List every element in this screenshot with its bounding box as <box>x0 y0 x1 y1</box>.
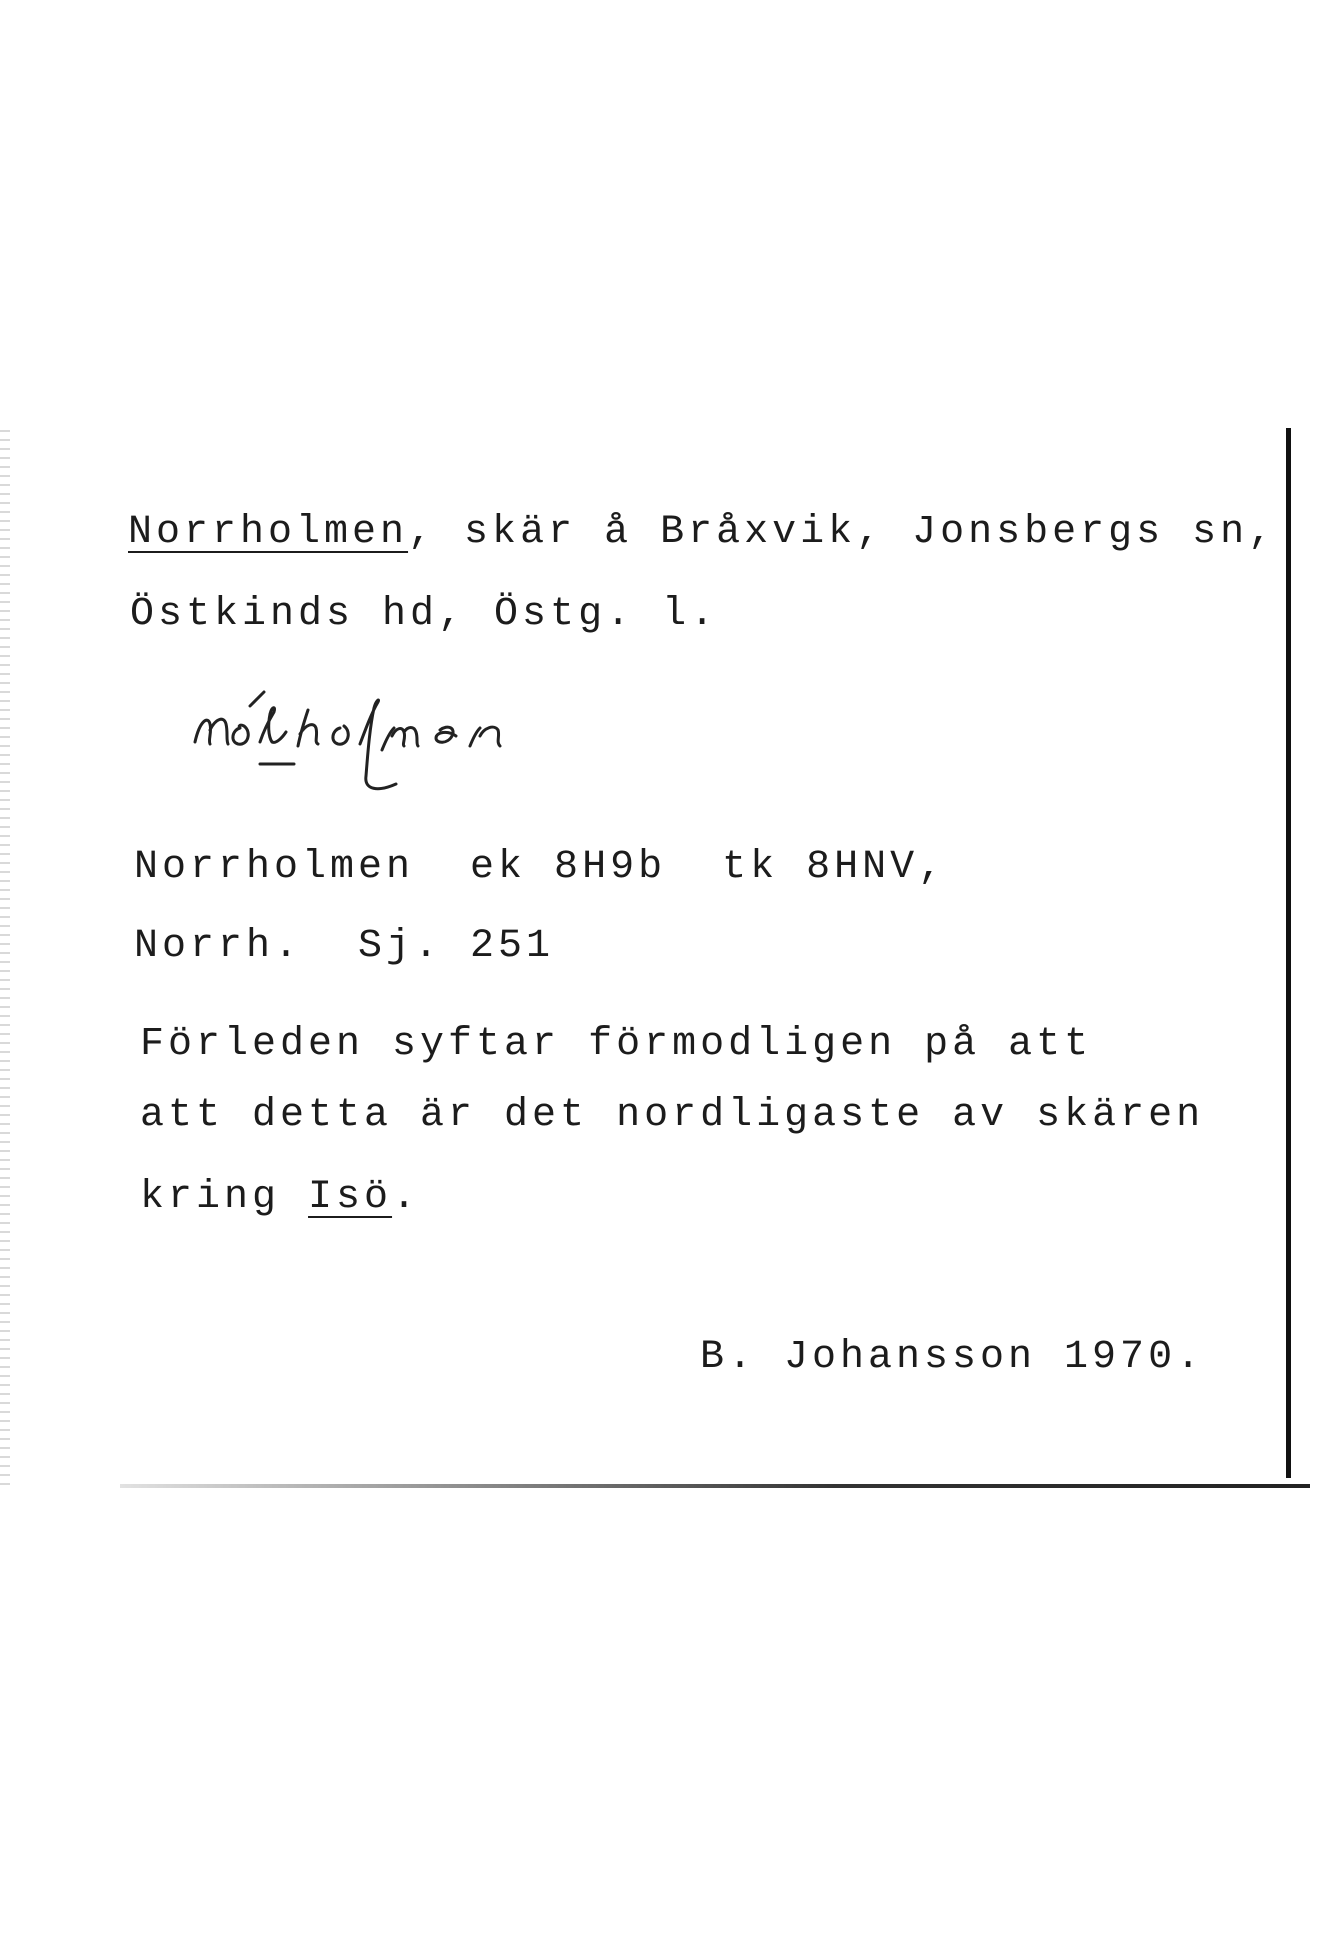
note-line-3-prefix: kring <box>140 1175 309 1220</box>
reference-line-2: Norrh. Sj. 251 <box>134 924 555 969</box>
place-reference: Isö <box>308 1175 393 1220</box>
heading-rest: , skär å Bråxvik, Jonsbergs sn, <box>408 510 1277 555</box>
handwritten-pronunciation <box>190 680 610 820</box>
signature: B. Johansson 1970. <box>700 1335 1205 1380</box>
reference-line-1: Norrholmen ek 8H9b tk 8HNV, <box>134 845 947 890</box>
note-line-3 <box>140 1175 420 1220</box>
card-right-edge <box>1286 428 1291 1478</box>
note-line-2: att detta är det nordligaste av skären <box>140 1093 1205 1138</box>
place-name: Norrholmen <box>128 510 409 555</box>
scan-edge-noise <box>0 430 10 1490</box>
card-bottom-edge <box>120 1484 1310 1488</box>
heading-line <box>128 510 1276 555</box>
note-line-1: Förleden syftar förmodligen på att <box>140 1022 1093 1067</box>
note-line-3-suffix: . <box>392 1175 421 1220</box>
location-line: Östkinds hd, Östg. l. <box>130 592 719 637</box>
